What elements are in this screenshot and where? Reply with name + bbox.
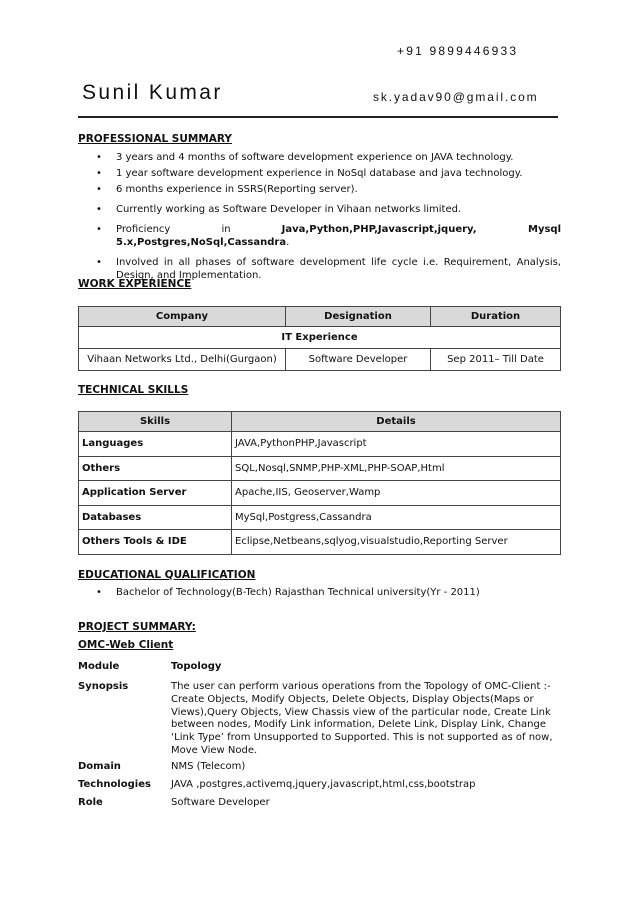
field-label: Role <box>78 797 103 808</box>
group-label: IT Experience <box>79 327 561 349</box>
table-row <box>79 432 561 457</box>
field-value: The user can perform various operations from the Topology of OMC-Client :-Create Objects, Modify Objects, Delete Objects, Display Objects(Maps or Views),Query Objects, View Chassis view of the particular node, Create Link between nodes, Modify Link information, Delete Link, Display Link, Change ‘Link Type’ from Unsupported to Supported. This is not supported as of now, Move View Node. <box>171 681 553 756</box>
proficiency-skills: Java,Python,PHP,Javascript,jquery, Mysql 5.x,Postgres,NoSql,Cassandra <box>116 224 561 248</box>
skill-details: Apache,IIS, Geoserver,Wamp <box>232 481 561 506</box>
table-row <box>79 505 561 530</box>
field-value: JAVA ,postgres,activemq,jquery,javascript,html,css,bootstrap <box>171 779 476 790</box>
skill-details: SQL,Nosql,SNMP,PHP-XML,PHP-SOAP,Html <box>232 456 561 481</box>
skill-details: JAVA,PythonPHP,Javascript <box>232 432 561 457</box>
list-item: • 6 months experience in SSRS(Reporting server). <box>77 183 561 196</box>
candidate-name: Sunil Kumar <box>82 81 223 104</box>
phone-number: +91 9899446933 <box>397 44 519 58</box>
table-cell: Sep 2011– Till Date <box>431 349 561 371</box>
list-item: • Bachelor of Technology(B-Tech) Rajasthan Technical university(Yr - 2011) <box>77 586 561 599</box>
technical-skills-table <box>78 411 561 555</box>
proficiency-suffix: . <box>286 237 290 248</box>
column-header: Skills <box>79 412 232 432</box>
skill-name: Others <box>79 456 232 481</box>
header-divider <box>78 116 558 118</box>
email-address: sk.yadav90@gmail.com <box>373 90 539 104</box>
field-label: Technologies <box>78 779 151 790</box>
proficiency-prefix: Proficiency in <box>116 224 282 235</box>
skill-name: Application Server <box>79 481 232 506</box>
work-experience-table <box>78 306 561 371</box>
list-item: • 3 years and 4 months of software development experience on JAVA technology. <box>77 151 561 164</box>
table-cell: Software Developer <box>286 349 431 371</box>
skill-details: Eclipse,Netbeans,sqlyog,visualstudio,Reporting Server <box>232 530 561 555</box>
table-row <box>79 349 561 371</box>
project-summary-heading: PROJECT SUMMARY: <box>78 621 196 633</box>
work-experience-heading: WORK EXPERIENCE <box>78 278 192 290</box>
list-item: • 1 year software development experience in NoSql database and java technology. <box>77 167 561 180</box>
list-item: • Involved in all phases of software development life cycle i.e. Requirement, Analysis, Design, and Implementation. <box>77 256 561 282</box>
table-cell: Vihaan Networks Ltd., Delhi(Gurgaon) <box>79 349 286 371</box>
list-item: • Currently working as Software Developer in Vihaan networks limited. <box>77 203 561 216</box>
table-row <box>79 481 561 506</box>
professional-summary-heading: PROFESSIONAL SUMMARY <box>78 133 233 145</box>
skill-name: Databases <box>79 505 232 530</box>
table-header-row <box>79 412 561 432</box>
field-value: Software Developer <box>171 797 270 808</box>
list-item <box>77 223 561 249</box>
technical-skills-heading: TECHNICAL SKILLS <box>78 384 189 396</box>
table-row <box>79 530 561 555</box>
education-heading: EDUCATIONAL QUALIFICATION <box>78 569 256 581</box>
column-header: Details <box>232 412 561 432</box>
professional-summary-list <box>77 151 561 285</box>
education-list <box>77 586 561 602</box>
table-header-row <box>79 307 561 327</box>
field-label: Domain <box>78 761 121 772</box>
column-header: Duration <box>431 307 561 327</box>
table-row <box>79 327 561 349</box>
table-row <box>79 456 561 481</box>
skill-name: Languages <box>79 432 232 457</box>
field-value: NMS (Telecom) <box>171 761 246 772</box>
field-label: Synopsis <box>78 681 129 692</box>
column-header: Designation <box>286 307 431 327</box>
skill-details: MySql,Postgress,Cassandra <box>232 505 561 530</box>
skill-name: Others Tools & IDE <box>79 530 232 555</box>
field-value: Topology <box>171 661 222 672</box>
column-header: Company <box>79 307 286 327</box>
field-label: Module <box>78 661 120 672</box>
project-name: OMC-Web Client <box>78 639 174 651</box>
